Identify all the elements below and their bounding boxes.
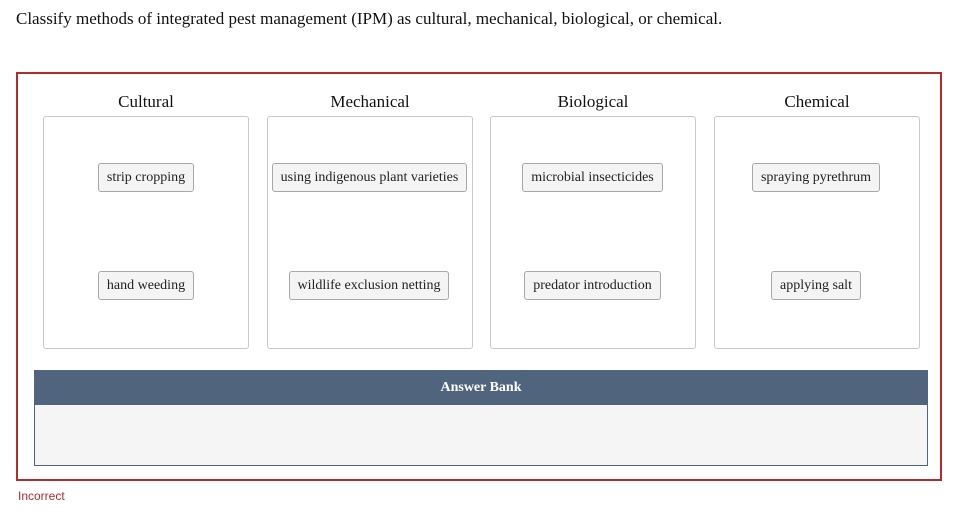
answer-bank-header: Answer Bank [34,370,928,405]
drop-zone-biological[interactable] [490,116,696,349]
answer-bank-drop-zone[interactable] [34,405,928,466]
drop-zone-cultural[interactable] [43,116,249,349]
answer-chip[interactable]: microbial insecticides [522,163,663,192]
answer-chip[interactable]: applying salt [771,271,861,300]
answer-chip[interactable]: spraying pyrethrum [752,163,880,192]
category-title-cultural: Cultural [118,92,174,111]
drop-zone-chemical[interactable] [714,116,920,349]
drop-zone-mechanical[interactable] [267,116,473,349]
answer-chip[interactable]: strip cropping [98,163,194,192]
answer-chip[interactable]: wildlife exclusion netting [289,271,449,300]
category-title-chemical: Chemical [784,92,850,111]
answer-chip[interactable]: hand weeding [98,271,194,300]
answer-chip[interactable]: predator introduction [524,271,661,300]
question-prompt: Classify methods of integrated pest management (IPM) as cultural, mechanical, biological, or chemical. [16,9,723,28]
answer-chip[interactable]: using indigenous plant varieties [272,163,467,192]
category-title-mechanical: Mechanical [330,92,410,111]
category-title-biological: Biological [557,92,629,111]
status-feedback: Incorrect [18,489,65,503]
